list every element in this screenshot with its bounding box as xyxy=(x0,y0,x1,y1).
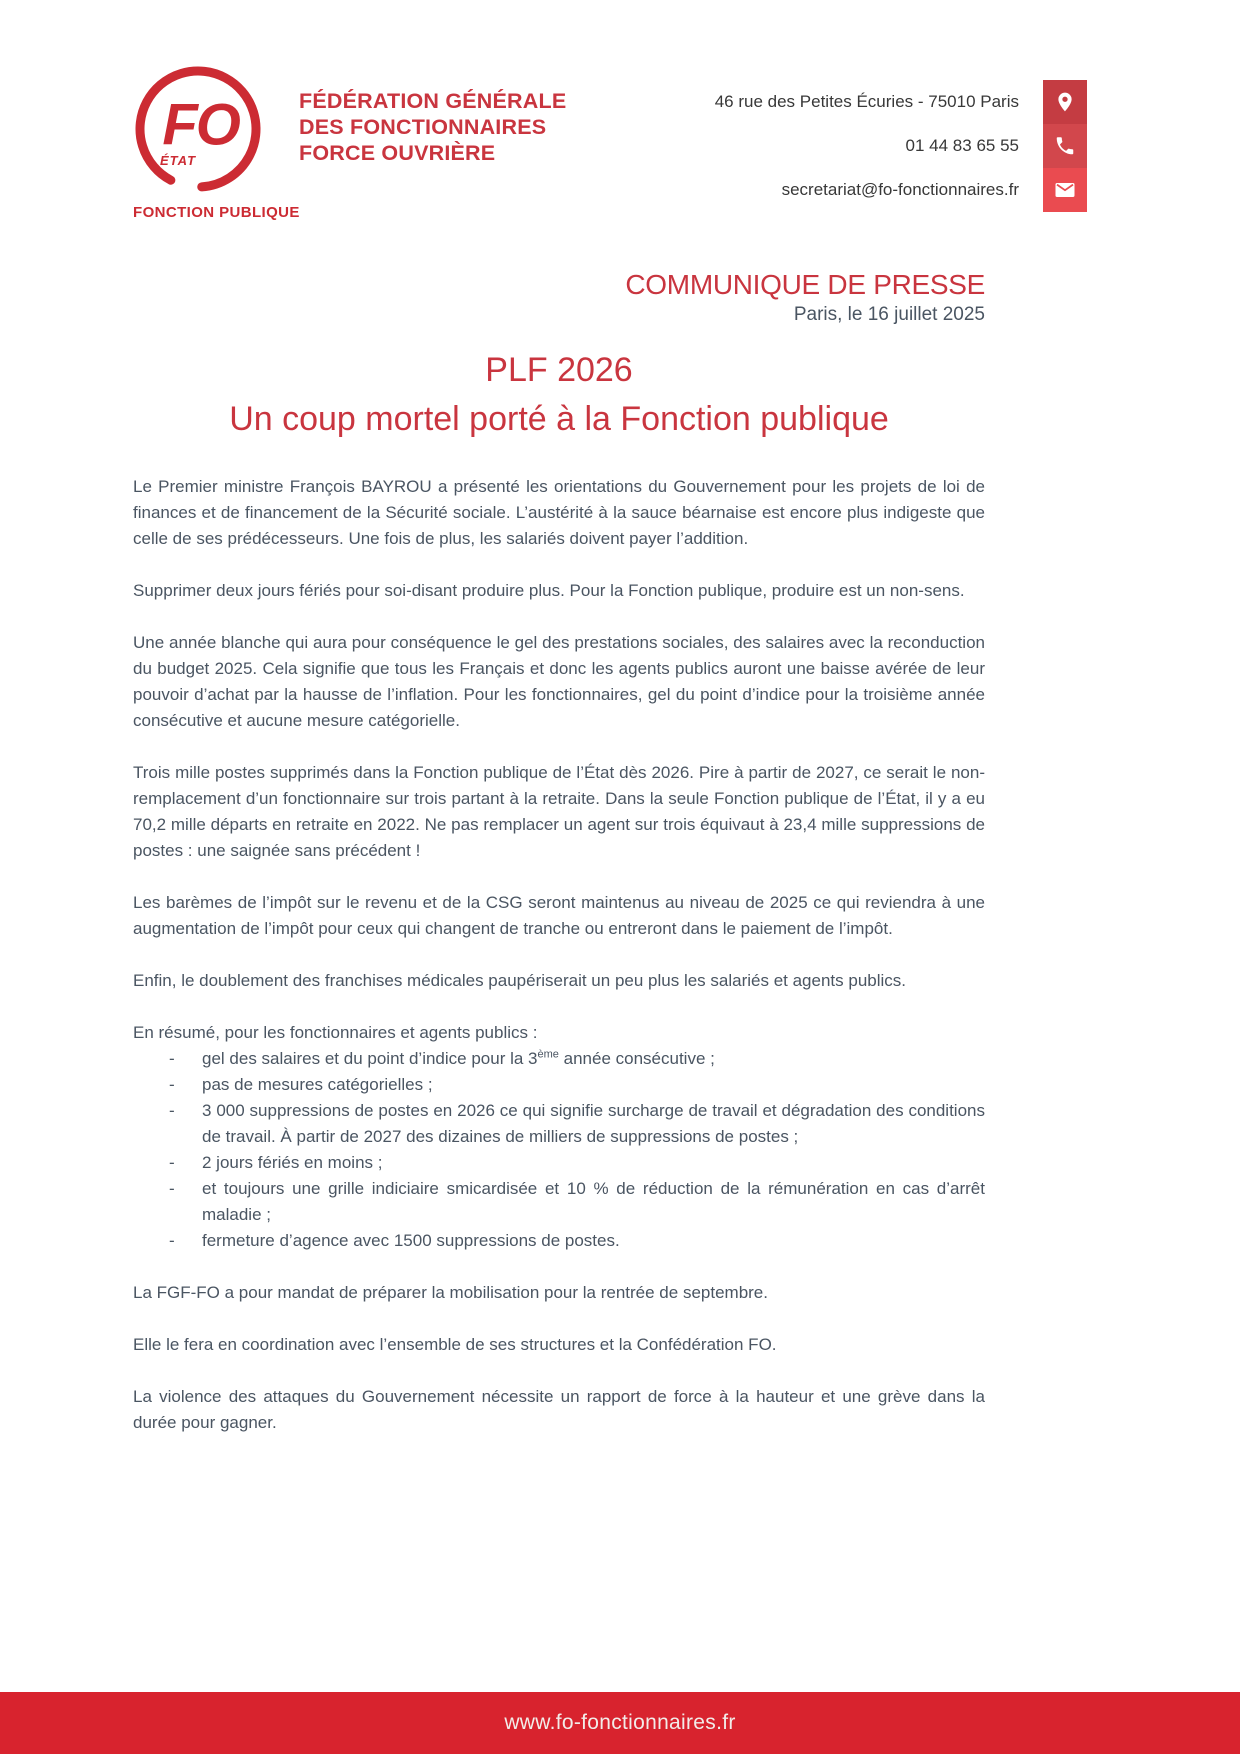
paragraph: La FGF-FO a pour mandat de préparer la mobilisation pour la rentrée de septembre. xyxy=(133,1283,768,1302)
location-pin-icon xyxy=(1043,80,1087,124)
list-item-text-pre: gel des salaires et du point d’indice pour la 3 xyxy=(202,1049,538,1068)
org-name-line-2: DES FONCTIONNAIRES xyxy=(299,115,547,139)
list-item-text: 3 000 suppressions de postes en 2026 ce qui signifie surcharge de travail et dégradation des conditions de travail. À partir de 2027 des dizaines de milliers de suppressions de postes ; xyxy=(202,1101,985,1146)
list-item xyxy=(133,1098,985,1150)
paragraph: Une année blanche qui aura pour conséquence le gel des prestations sociales, des salaires avec la reconduction du budget 2025. Cela signifie que tous les Français et donc les agents publics auront une baisse avérée de leur pouvoir d’achat par la hausse de l’inflation. Pour les fonctionnaires, gel du point d’indice pour la troisième année consécutive et aucune mesure catégorielle. xyxy=(133,633,985,730)
bullet-dash: - xyxy=(169,1179,175,1198)
document-title xyxy=(133,346,985,444)
footer-bar xyxy=(0,1692,1240,1754)
bullet-dash: - xyxy=(169,1075,175,1094)
contact-phone: 01 44 83 65 55 xyxy=(905,136,1019,155)
bullet-dash: - xyxy=(169,1153,175,1172)
title-line-2: Un coup mortel porté à la Fonction publique xyxy=(229,400,889,438)
summary-list-intro: En résumé, pour les fonctionnaires et agents publics : xyxy=(133,1023,538,1042)
header xyxy=(0,0,1240,221)
list-item xyxy=(133,1150,985,1176)
bullet-dash: - xyxy=(169,1231,175,1250)
list-item xyxy=(133,1046,985,1072)
list-item xyxy=(133,1176,985,1228)
fo-logo-text: FO xyxy=(162,92,239,158)
paragraph: Supprimer deux jours fériés pour soi-disant produire plus. Pour la Fonction publique, produire est un non-sens. xyxy=(133,581,965,600)
paragraph: La violence des attaques du Gouvernement nécessite un rapport de force à la hauteur et une grève dans la durée pour gagner. xyxy=(133,1387,985,1432)
list-item-text xyxy=(202,1046,985,1072)
org-name-line-1: FÉDÉRATION GÉNÉRALE xyxy=(299,89,567,113)
list-item xyxy=(133,1228,985,1254)
paragraph: Elle le fera en coordination avec l’ensemble de ses structures et la Confédération FO. xyxy=(133,1335,777,1354)
dateline: Paris, le 16 juillet 2025 xyxy=(793,304,985,325)
fo-logo-circle xyxy=(133,64,263,194)
bullet-dash: - xyxy=(169,1101,175,1120)
envelope-icon xyxy=(1043,168,1087,212)
bullet-dash: - xyxy=(169,1049,175,1068)
paragraph: Trois mille postes supprimés dans la Fonction publique de l’État dès 2026. Pire à partir de 2027, ce serait le non-remplacement d’un fonctionnaire sur trois partant à la retraite. Dans la seule Fonction publique de l’État, il y a eu 70,2 mille départs en retraite en 2022. Ne pas remplacer un agent sur trois équivaut à 23,4 mille suppressions de postes : une saignée sans précédent ! xyxy=(133,763,985,860)
fo-logo xyxy=(133,64,300,221)
paragraph: Les barèmes de l’impôt sur le revenu et de la CSG seront maintenus au niveau de 2025 ce qui reviendra à une augmentation de l’impôt pour ceux qui changent de tranche ou entreront dans le paiement de l’impôt. xyxy=(133,893,985,938)
footer-website-url: www.fo-fonctionnaires.fr xyxy=(504,1711,736,1734)
list-item-text: et toujours une grille indiciaire smicardisée et 10 % de réduction de la rémunération en cas d’arrêt maladie ; xyxy=(202,1179,985,1224)
org-name-line-3: FORCE OUVRIÈRE xyxy=(299,141,496,165)
paragraph: Enfin, le doublement des franchises médicales paupériserait un peu plus les salariés et agents publics. xyxy=(133,971,907,990)
summary-list xyxy=(133,1046,985,1254)
list-item-text: 2 jours fériés en moins ; xyxy=(202,1153,383,1172)
list-item-text: fermeture d’agence avec 1500 suppressions de postes. xyxy=(202,1231,620,1250)
phone-icon xyxy=(1043,124,1087,168)
list-item-text-post: année consécutive ; xyxy=(558,1049,715,1068)
list-item-superscript: ème xyxy=(537,1048,559,1061)
fo-logo-etat-text: ÉTAT xyxy=(160,153,197,168)
press-release-kicker: COMMUNIQUE DE PRESSE xyxy=(625,269,985,300)
list-item xyxy=(133,1072,985,1098)
document-body xyxy=(133,269,985,1436)
fo-logo-caption: FONCTION PUBLIQUE xyxy=(133,204,300,221)
list-item-text: pas de mesures catégorielles ; xyxy=(202,1075,433,1094)
contact-row-address xyxy=(715,80,1087,124)
contact-email: secretariat@fo-fonctionnaires.fr xyxy=(781,180,1019,199)
contact-block xyxy=(715,64,1087,212)
contact-address: 46 rue des Petites Écuries - 75010 Paris xyxy=(714,92,1019,111)
title-line-1: PLF 2026 xyxy=(485,351,633,389)
organization-name xyxy=(299,64,566,166)
contact-row-phone xyxy=(715,124,1087,168)
paragraph: Le Premier ministre François BAYROU a présenté les orientations du Gouvernement pour les projets de loi de finances et de financement de la Sécurité sociale. L’austérité à la sauce béarnaise est encore plus indigeste que celle de ses prédécesseurs. Une fois de plus, les salariés doivent payer l’addition. xyxy=(133,477,985,548)
contact-row-email xyxy=(715,168,1087,212)
